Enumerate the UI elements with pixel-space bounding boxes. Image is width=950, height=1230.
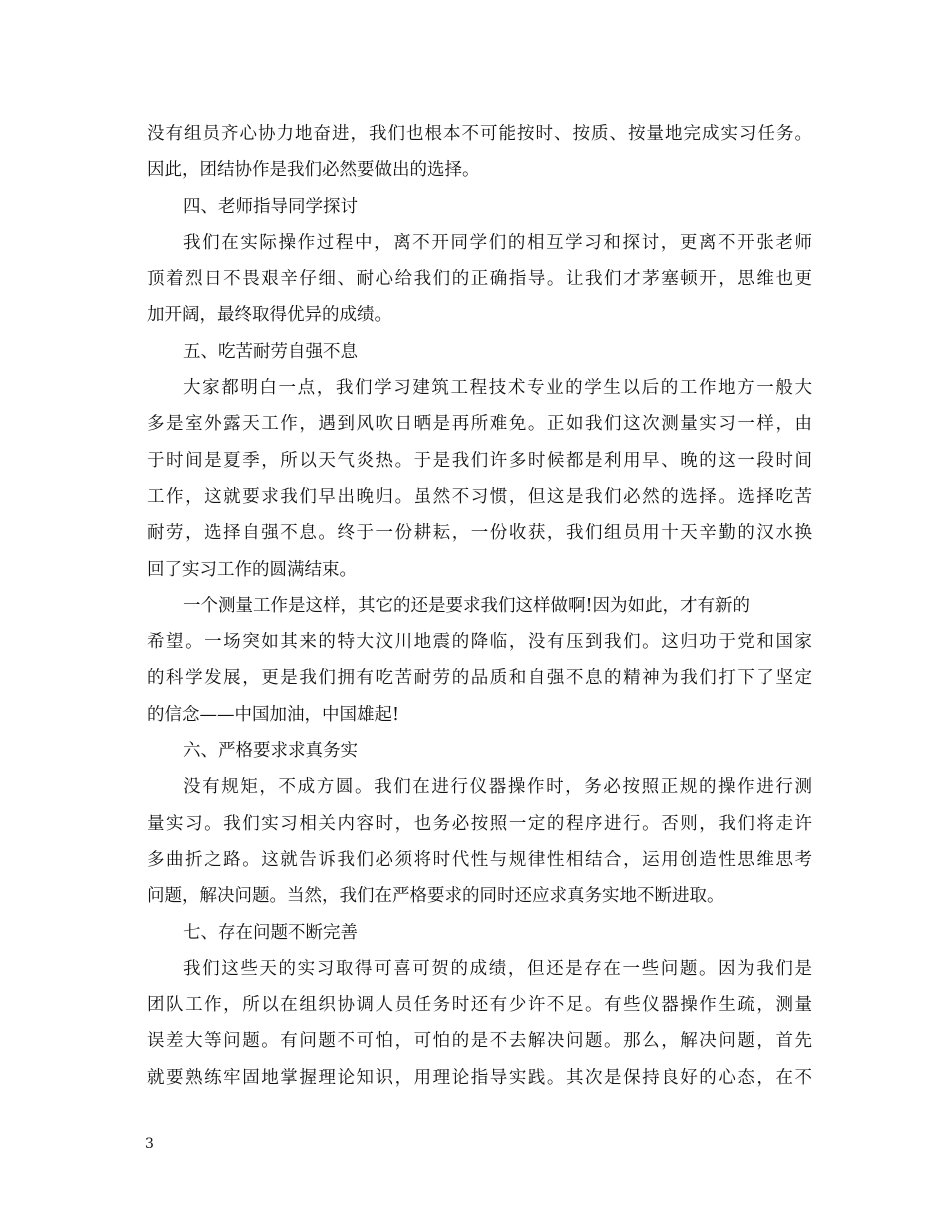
text-line: 一个测量工作是这样，其它的还是要求我们这样做啊!因为如此，才有新的 xyxy=(183,595,751,616)
text-line: 回了实习工作的圆满结束。 xyxy=(147,559,357,580)
text-line: 工作，这就要求我们早出晚归。虽然不习惯，但这是我们必然的选择。选择吃苦 xyxy=(147,486,812,507)
body-text xyxy=(147,116,812,1096)
text-line: 五、吃苦耐劳自强不息 xyxy=(183,341,358,362)
text-line: 因此，团结协作是我们必然要做出的选择。 xyxy=(147,160,480,181)
text-line: 误差大等问题。有问题不可怕，可怕的是不去解决问题。那么，解决问题，首先 xyxy=(147,1031,812,1052)
text-line: 没有组员齐心协力地奋进，我们也根本不可能按时、按质、按量地完成实习任务。 xyxy=(147,124,812,144)
text-line: 量实习。我们实习相关内容时，也务必按照一定的程序进行。否则，我们将走许 xyxy=(147,813,812,834)
page-number: 3 xyxy=(145,1136,154,1152)
text-line: 团队工作，所以在组织协调人员任务时还有少许不足。有些仪器操作生疏，测量 xyxy=(147,995,812,1016)
text-line: 于时间是夏季，所以天气炎热。于是我们许多时候都是利用早、晚的这一段时间 xyxy=(147,450,812,471)
text-line: 大家都明白一点，我们学习建筑工程技术专业的学生以后的工作地方一般大 xyxy=(183,378,812,399)
text-line: 的信念——中国加油，中国雄起! xyxy=(147,704,400,725)
text-line: 多曲折之路。这就告诉我们必须将时代性与规律性相结合，运用创造性思维思考 xyxy=(147,849,812,870)
text-line: 四、老师指导同学探讨 xyxy=(183,196,358,217)
text-line: 就要熟练牢固地掌握理论知识，用理论指导实践。其次是保持良好的心态，在不 xyxy=(147,1067,812,1088)
text-line: 六、严格要求求真务实 xyxy=(183,741,358,762)
text-line: 耐劳，选择自强不息。终于一份耕耘，一份收获，我们组员用十天辛勤的汉水换 xyxy=(147,523,812,544)
text-line: 七、存在问题不断完善 xyxy=(183,922,358,943)
text-line: 希望。一场突如其来的特大汶川地震的降临，没有压到我们。这归功于党和国家 xyxy=(147,632,812,653)
text-line: 加开阔，最终取得优异的成绩。 xyxy=(147,305,392,326)
text-line: 的科学发展，更是我们拥有吃苦耐劳的品质和自强不息的精神为我们打下了坚定 xyxy=(147,668,812,689)
text-line: 问题，解决问题。当然，我们在严格要求的同时还应求真务实地不断进取。 xyxy=(147,886,725,907)
text-line: 没有规矩，不成方圆。我们在进行仪器操作时，务必按照正规的操作进行测 xyxy=(183,777,812,798)
text-line: 顶着烈日不畏艰辛仔细、耐心给我们的正确指导。让我们才茅塞顿开，思维也更 xyxy=(147,269,812,290)
text-line: 多是室外露天工作，遇到风吹日晒是再所难免。正如我们这次测量实习一样，由 xyxy=(147,414,812,435)
text-line: 我们这些天的实习取得可喜可贺的成绩，但还是存在一些问题。因为我们是 xyxy=(183,958,812,979)
text-line: 我们在实际操作过程中，离不开同学们的相互学习和探讨，更离不开张老师 xyxy=(183,232,812,253)
